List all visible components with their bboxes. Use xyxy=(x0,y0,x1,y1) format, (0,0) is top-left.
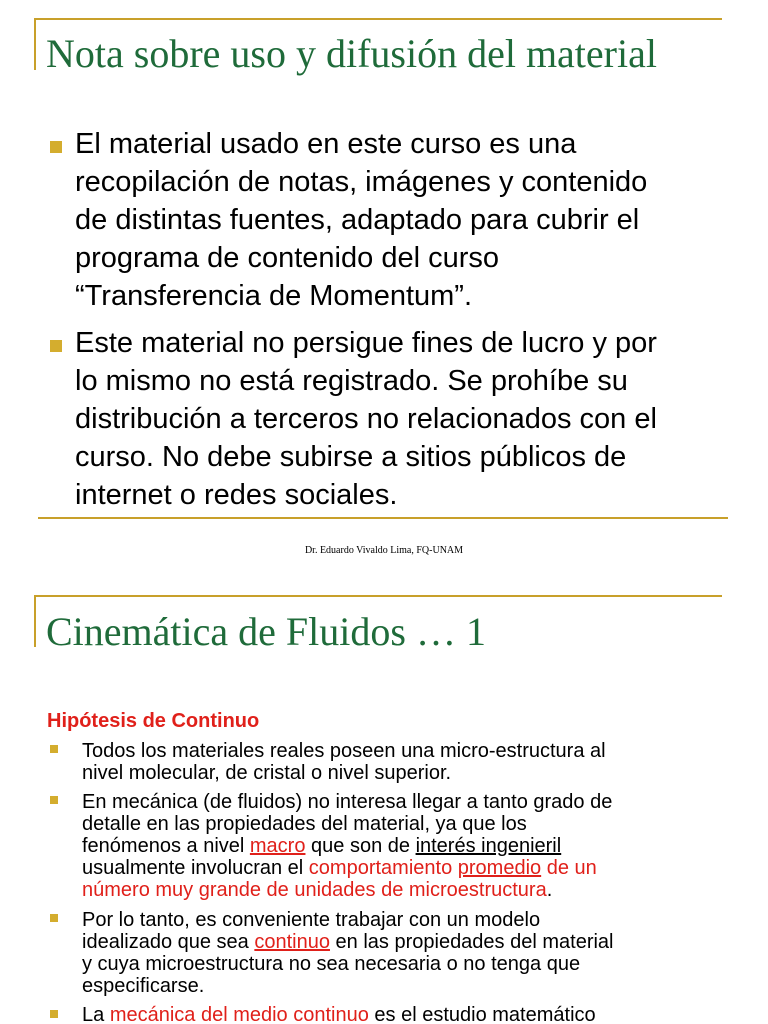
bullet-square-icon xyxy=(50,340,62,352)
bullet-square-icon xyxy=(50,745,58,753)
macro-term: macro xyxy=(249,835,306,857)
comportamiento-term: comportamiento xyxy=(308,857,453,879)
slide-1-title: Nota sobre uso y difusión del material xyxy=(46,31,657,76)
text-line: Todos los materiales reales poseen una micro-estructura al xyxy=(82,740,606,762)
text-line: “Transferencia de Momentum”. xyxy=(75,280,473,312)
text-run: La xyxy=(82,1004,110,1024)
text-run: número muy grande de unidades de microestructura xyxy=(82,879,547,901)
text-run: idealizado que sea xyxy=(82,931,255,953)
text-line xyxy=(82,857,722,879)
section-heading: Hipótesis de Continuo xyxy=(47,710,260,732)
medio-continuo-term: mecánica del medio continuo xyxy=(109,1004,369,1024)
text-run: en las propiedades del material xyxy=(329,931,614,953)
text-line: especificarse. xyxy=(82,975,205,997)
text-line xyxy=(82,931,722,953)
text-line: curso. No debe subirse a sitios públicos de xyxy=(75,441,627,473)
interes-ingenieril-term: interés ingenieril xyxy=(415,835,562,857)
text-line: Por lo tanto, es conveniente trabajar con un modelo xyxy=(82,909,541,931)
bullet-square-icon xyxy=(50,914,58,922)
bullet-square-icon xyxy=(50,1010,58,1018)
promedio-term: promedio xyxy=(457,857,542,879)
text-line: lo mismo no está registrado. Se prohíbe su xyxy=(75,365,628,397)
text-line xyxy=(82,879,722,901)
text-run: que son de xyxy=(305,835,416,857)
bullet-3 xyxy=(82,909,722,997)
text-line: y cuya microestructura no sea necesaria o no tenga que xyxy=(82,953,581,975)
text-run: de un xyxy=(541,857,597,879)
text-run: es el estudio matemático xyxy=(368,1004,596,1024)
text-line: nivel molecular, de cristal o nivel superior. xyxy=(82,762,452,784)
slide-2-title: Cinemática de Fluidos … 1 xyxy=(46,609,486,654)
text-line: detalle en las propiedades del material, ya que los xyxy=(82,813,527,835)
footer-rule xyxy=(38,517,728,519)
text-line xyxy=(82,835,722,857)
bullet-1 xyxy=(82,740,722,784)
text-line xyxy=(82,1004,722,1024)
continuo-term: continuo xyxy=(254,931,330,953)
bullet-2 xyxy=(82,791,722,901)
title-left-rule xyxy=(34,18,36,70)
text-line: El material usado en este curso es una xyxy=(75,128,577,160)
slide-2 xyxy=(0,590,768,1024)
text-line: En mecánica (de fluidos) no interesa llegar a tanto grado de xyxy=(82,791,613,813)
title-top-rule xyxy=(34,18,722,20)
bullet-square-icon xyxy=(50,796,58,804)
footer-author: Dr. Eduardo Vivaldo Lima, FQ-UNAM xyxy=(304,545,464,556)
title-top-rule xyxy=(34,595,722,597)
text-line: internet o redes sociales. xyxy=(75,479,398,511)
text-run: . xyxy=(546,879,553,901)
bullet-square-icon xyxy=(50,141,62,153)
text-line: de distintas fuentes, adaptado para cubrir el xyxy=(75,204,640,236)
text-run: usualmente involucran el xyxy=(82,857,309,879)
text-run: fenómenos a nivel xyxy=(82,835,250,857)
text-line: recopilación de notas, imágenes y contenido xyxy=(75,166,648,198)
text-line: programa de contenido del curso xyxy=(75,242,499,274)
text-line: Este material no persigue fines de lucro y por xyxy=(75,327,657,359)
title-left-rule xyxy=(34,595,36,647)
bullet-text-2 xyxy=(75,324,745,514)
bullet-4 xyxy=(82,1004,722,1024)
text-line: distribución a terceros no relacionados con el xyxy=(75,403,657,435)
bullet-text-1 xyxy=(75,125,745,315)
